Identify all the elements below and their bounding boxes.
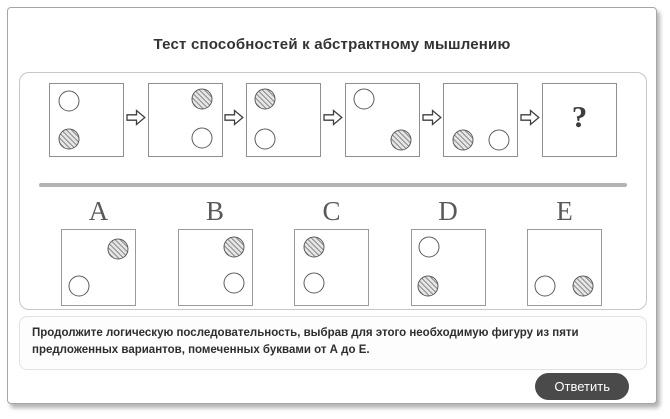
sequence-cell — [49, 83, 124, 157]
empty-circle — [255, 129, 276, 150]
sequence-row — [49, 83, 617, 157]
empty-circle — [58, 90, 79, 111]
empty-circle — [489, 130, 510, 151]
test-card — [7, 7, 657, 404]
empty-circle — [354, 89, 375, 110]
arrow-right-icon — [323, 109, 343, 131]
option-letter: E — [556, 196, 573, 226]
empty-circle — [223, 273, 244, 294]
option-cell — [61, 229, 136, 306]
option-cell — [294, 229, 369, 306]
question-panel — [19, 72, 647, 310]
hatched-circle — [255, 89, 276, 110]
hatched-circle — [303, 236, 324, 257]
option-e[interactable] — [527, 195, 602, 306]
divider — [39, 183, 627, 187]
option-cell — [178, 229, 253, 306]
arrow-right-icon — [520, 109, 540, 131]
empty-circle — [419, 237, 440, 258]
option-letter: C — [322, 196, 341, 226]
arrow-right-icon — [422, 109, 442, 131]
hatched-circle — [58, 128, 79, 149]
empty-circle — [191, 128, 212, 149]
option-letter: B — [205, 196, 224, 226]
option-b[interactable] — [178, 195, 253, 306]
arrow-right-icon — [126, 109, 146, 131]
options-row — [61, 195, 602, 306]
hatched-circle — [191, 89, 212, 110]
sequence-cell — [148, 83, 223, 157]
answer-button[interactable]: Ответить — [535, 373, 629, 400]
instruction-text: Продолжите логическую последовательность, выбрав для этого необходимую фигуру из пяти предложенных вариантов, помеченных буквами от А до Е. — [32, 327, 579, 357]
sequence-cell — [345, 83, 420, 157]
option-cell — [527, 229, 602, 306]
empty-circle — [303, 273, 324, 294]
hatched-circle — [390, 130, 411, 151]
hatched-circle — [573, 276, 594, 297]
option-c[interactable] — [294, 195, 369, 306]
option-a[interactable] — [61, 195, 136, 306]
option-cell — [411, 229, 486, 306]
option-letter: A — [88, 196, 109, 226]
sequence-cell-question — [542, 83, 617, 157]
option-d[interactable] — [411, 195, 486, 306]
option-letter: D — [438, 196, 458, 226]
hatched-circle — [108, 238, 129, 259]
hatched-circle — [452, 130, 473, 151]
empty-circle — [534, 276, 555, 297]
instruction-box — [19, 316, 647, 370]
sequence-cell — [443, 83, 518, 157]
sequence-cell — [246, 83, 321, 157]
hatched-circle — [223, 237, 244, 258]
page-title: Тест способностей к абстрактному мышлению — [153, 36, 511, 53]
arrow-right-icon — [224, 109, 244, 131]
question-mark: ? — [571, 99, 588, 135]
empty-circle — [68, 275, 89, 296]
hatched-circle — [418, 275, 439, 296]
